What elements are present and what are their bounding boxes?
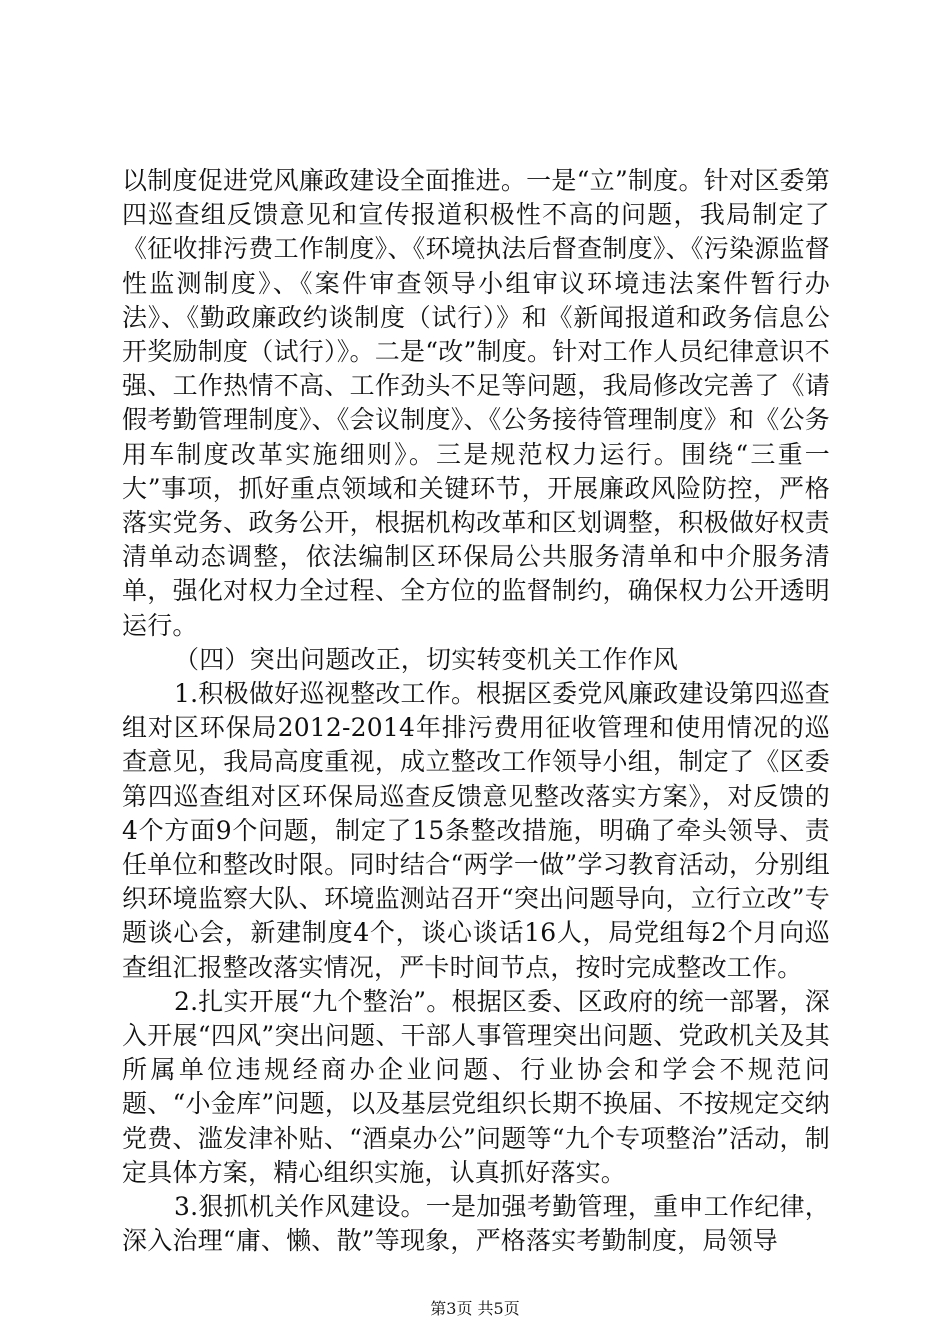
paragraph-item-2: 2.扎实开展“九个整治”。根据区委、区政府的统一部署，深入开展“四风”突出问题、干部人事管理突出问题、党政机关及其所属单位违规经商办企业问题、行业协会和学会不规范问题、“小金库”问题，以及基层党组织长期不换届、不按规定交纳党费、滥发津补贴、“酒桌办公”问题等“九个专项整治”活动，制定具体方案，精心组织实施，认真抓好落实。 [122,986,830,1187]
document-body [122,164,830,1259]
section-heading-4: （四）突出问题改正，切实转变机关工作作风 [174,644,679,674]
page-number-footer: 第3页 共5页 [430,1299,520,1318]
paragraph-continuation: 以制度促进党风廉政建设全面推进。一是“立”制度。针对区委第四巡查组反馈意见和宣传报道积极性不高的问题，我局制定了《征收排污费工作制度》、《环境执法后督查制度》、《污染源监督性监测制度》、《案件审查领导小组审议环境违法案件暂行办法》、《勤政廉政约谈制度（试行）》和《新闻报道和政务信息公开奖励制度（试行）》。二是“改”制度。针对工作人员纪律意识不强、工作热情不高、工作劲头不足等问题，我局修改完善了《请假考勤管理制度》、《会议制度》、《公务接待管理制度》和《公务用车制度改革实施细则》。三是规范权力运行。围绕“三重一大”事项，抓好重点领域和关键环节，开展廉政风险防控，严格落实党务、政务公开，根据机构改革和区划调整，积极做好权责清单动态调整，依法编制区环保局公共服务清单和中介服务清单，强化对权力全过程、全方位的监督制约，确保权力公开透明运行。 [122,166,830,640]
paragraph-item-3: 3.狠抓机关作风建设。一是加强考勤管理，重申工作纪律，深入治理“庸、懒、散”等现象，严格落实考勤制度，局领导 [122,1192,830,1256]
paragraph-item-1: 1.积极做好巡视整改工作。根据区委党风廉政建设第四巡查组对区环保局2012-2014年排污费用征收管理和使用情况的巡查意见，我局高度重视，成立整改工作领导小组，制定了《区委第四巡查组对区环保局巡查反馈意见整改落实方案》，对反馈的4个方面9个问题，制定了15条整改措施，明确了牵头领导、责任单位和整改时限。同时结合“两学一做”学习教育活动，分别组织环境监察大队、环境监测站召开“突出问题导向，立行立改”专题谈心会，新建制度4个，谈心谈话16人，局党组每2个月向巡查组汇报整改落实情况，严卡时间节点，按时完成整改工作。 [122,679,830,982]
